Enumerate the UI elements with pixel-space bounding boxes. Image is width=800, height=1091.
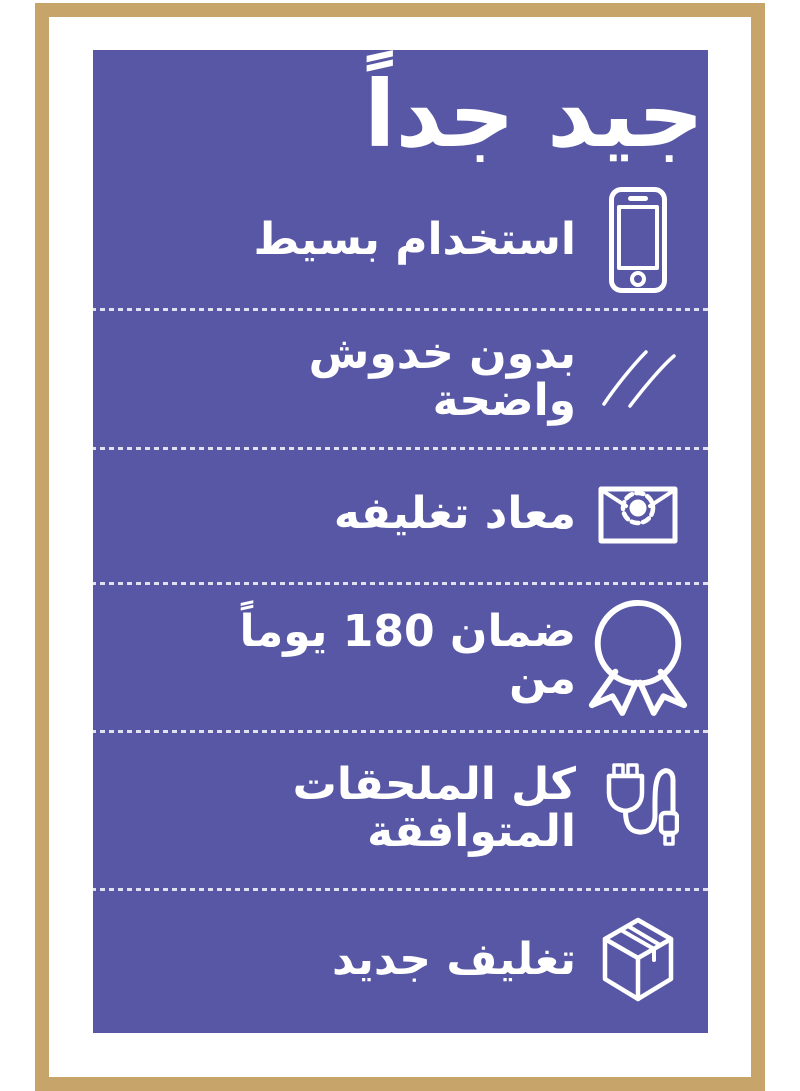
feature-row-repackaged — [93, 447, 708, 582]
feature-row-simple-usage — [93, 172, 708, 308]
page-title: جيد جداً — [363, 61, 704, 168]
package-box-icon — [582, 915, 694, 1007]
feature-label: بدون خدوش واضحة — [308, 327, 576, 426]
feature-row-new-packaging — [93, 888, 708, 1033]
feature-label: ضمان 180 يوماً من — [239, 606, 576, 704]
feature-label: كل الملحقات المتوافقة — [292, 759, 576, 857]
warranty-medal-icon — [582, 596, 694, 716]
feature-label: معاد تغليفه — [333, 488, 576, 540]
scratches-icon — [582, 346, 694, 410]
feature-label: تغليف جديد — [331, 934, 576, 986]
smartphone-icon — [582, 186, 694, 294]
feature-row-accessories — [93, 730, 708, 888]
feature-row-warranty — [93, 582, 708, 730]
feature-label: استخدام بسيط — [253, 213, 576, 265]
sealed-envelope-icon — [582, 486, 694, 544]
feature-row-no-scratches — [93, 308, 708, 447]
usb-cable-icon — [582, 761, 694, 857]
purple-panel — [93, 50, 708, 1033]
